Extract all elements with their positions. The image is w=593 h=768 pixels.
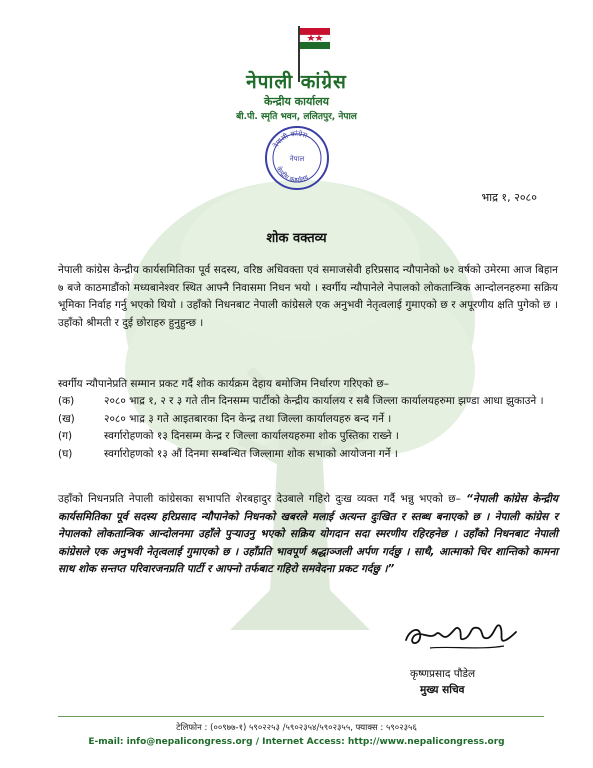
- list-item: [58, 428, 558, 446]
- list-item-text: स्वर्गारोहणको १३ दिनसम्म केन्द्र र जिल्ला कार्यालयहरुमा शोक पुस्तिका राख्ने ।: [104, 430, 399, 442]
- paragraph-1: नेपाली कांग्रेस केन्द्रीय कार्यसमितिका पूर्व सदस्य, वरिष्ठ अधिवक्ता एवं समाजसेवी हरिप्रसाद न्यौपानेको ७२ वर्षको उमेरमा आज बिहान ७ बजे काठमाडौंको मध्यबानेश्वर स्थित आफ्नै निवासमा निधन भयो । स्वर्गीय न्यौपानेले नेपालको लोकतान्त्रिक आन्दोलनहरुमा सक्रिय भूमिका निर्वाह गर्नु भएको थियो । उहाँको निधनबाट नेपाली कांग्रेसले एक अनुभवी नेतृत्वलाई गुमाएको छ र अपूरणीय क्षति पुगेको छ । उहाँको श्रीमती र दुई छोराहरु हुनुहुन्छ ।: [58, 264, 558, 329]
- footer-contact: [0, 737, 593, 747]
- president-quote: “नेपाली कांग्रेस केन्द्रीय कार्यसमितिका पूर्व सदस्य हरिप्रसाद न्यौपानेको निधनको खबरले मलाई अत्यन्त दुःखित र स्तब्ध बनाएको छ । नेपाली कांग्रेस र नेपालको लोकतान्त्रिक आन्दोलनमा उहाँले पुर्‍याउनु भएको सक्रिय योगदान सदा स्मरणीय रहिरहनेछ । उहाँको निधनबाट नेपाली कांग्रेसले एक अनुभवी नेतृत्वलाई गुमाएको छ । उहाँप्रति भावपूर्ण श्रद्धाञ्जली अर्पण गर्दछु । साथै, आत्माको चिर शान्तिको कामना साथ शोक सन्तप्त परिवारजनप्रति पार्टी र आफ्नो तर्फबाट गहिरो समवेदना प्रकट गर्दछु ।”: [58, 493, 558, 575]
- list-item-text: स्वर्गारोहणको १३ औं दिनमा सम्बन्धित जिल्लामा शोक सभाको आयोजना गर्ने ।: [104, 447, 398, 460]
- email-label: E-mail:: [88, 737, 127, 747]
- list-item-marker: (घ): [58, 447, 73, 460]
- signer-role: मुख्य सचिव: [420, 684, 465, 696]
- list-item-marker: (ग): [58, 430, 73, 442]
- letter-date: भाद्र १, २०८०: [481, 191, 537, 204]
- website-link[interactable]: http://www.nepalicongress.org: [347, 737, 505, 747]
- svg-text:केन्द्रीय कार्यालय: [275, 165, 310, 184]
- list-item-marker: (क): [58, 395, 75, 407]
- office-seal-stamp: [263, 124, 331, 192]
- list-item: [58, 411, 558, 429]
- list-item-text: २०८० भाद्र ३ गते आइतबारका दिन केन्द्र तथा जिल्ला कार्यालयहरु बन्द गर्ने ।: [104, 412, 392, 425]
- email-link[interactable]: info@nepalicongress.org: [126, 737, 253, 747]
- web-label: / Internet Access:: [252, 737, 348, 747]
- list-item: [58, 446, 558, 464]
- seal-bottom-text: केन्द्रीय कार्यालय: [274, 165, 310, 185]
- list-item-text: २०८० भाद्र १, २ र ३ गते तीन दिनसम्म पार्टीको केन्द्रीय कार्यालय र सबै जिल्ला कार्यालयहरुमा झण्डा आधा झुकाउने ।: [104, 395, 544, 407]
- office-name: केन्द्रीय कार्यालय: [263, 95, 330, 108]
- seal-top-text: नेपाली कांग्रेस: [271, 129, 309, 150]
- programme-list: [58, 393, 558, 463]
- paragraph-2-lead: उहाँको निधनप्रति नेपाली कांग्रेसका सभापति शेरबहादुर देउबाले गहिरो दुःख व्यक्त गर्दै भन्नु भएको छ–: [58, 493, 467, 505]
- list-item-marker: (ख): [58, 412, 75, 425]
- list-item: [58, 393, 558, 411]
- handwritten-signature: [400, 610, 520, 658]
- footer-phone: टेलिफोन : (००९७७-१) ५९०२२५३ /५९०२३५४/५९०२३५५, फ्याक्स : ५९०२३५६: [176, 723, 417, 733]
- signer-name: कृष्णप्रसाद पौडेल: [410, 668, 476, 680]
- letter-title: शोक वक्तव्य: [266, 231, 327, 246]
- paragraph-2: [58, 491, 558, 579]
- svg-text:नेपाली कांग्रेस: [271, 129, 309, 150]
- seal-center-text: नेपाल: [289, 155, 305, 163]
- footer-divider: [58, 716, 544, 717]
- office-address: बी.पी. स्मृति भवन, ललितपुर, नेपाल: [236, 112, 357, 122]
- programme-intro: स्वर्गीय न्यौपानेप्रति सम्मान प्रकट गर्दै शोक कार्यक्रम देहाय बमोजिम निर्धारण गरिएको छ–: [58, 378, 389, 390]
- party-name: नेपाली कांग्रेस: [246, 71, 347, 93]
